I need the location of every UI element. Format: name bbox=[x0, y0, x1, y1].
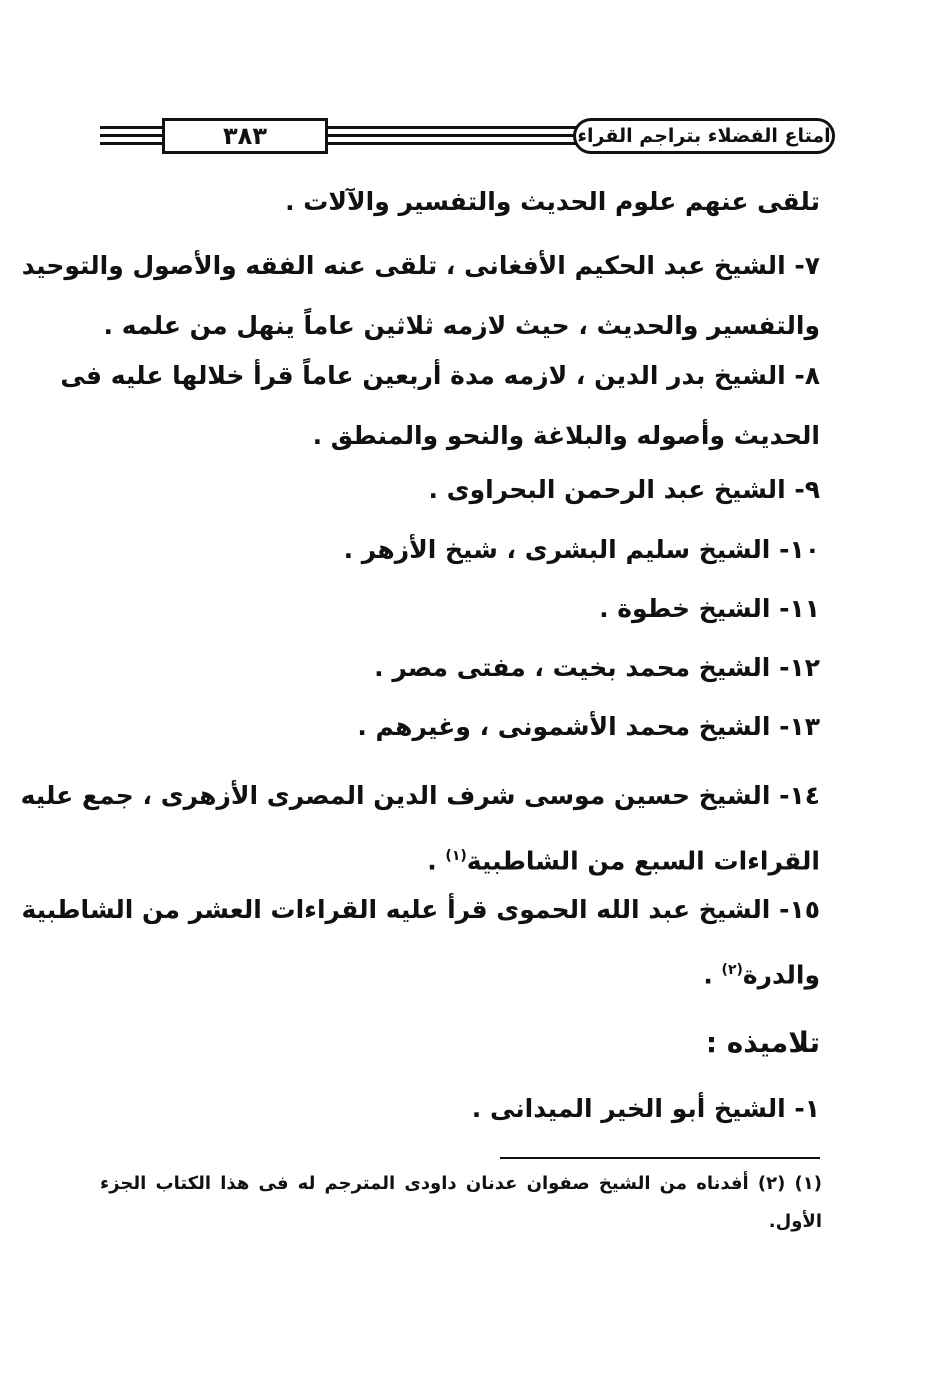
text-line: ١٤- الشيخ حسين موسى شرف الدين المصرى الأزهرى ، جمع عليه bbox=[20, 781, 820, 810]
footnote bbox=[100, 1165, 822, 1241]
header-rule-left-top bbox=[100, 126, 168, 129]
header-rule-left-mid bbox=[100, 134, 168, 137]
list-item-12: ١٢- الشيخ محمد بخيت ، مفتى مصر . bbox=[374, 653, 820, 682]
students-heading: تلاميذه : bbox=[705, 1026, 820, 1059]
text-line: الحديث وأصوله والبلاغة والنحو والمنطق . bbox=[312, 421, 820, 450]
para-0 bbox=[105, 172, 820, 232]
text-line: ٨- الشيخ بدر الدين ، لازمه مدة أربعين عاماً قرأ خلالها عليه فى bbox=[60, 361, 820, 390]
text-line: ١٥- الشيخ عبد الله الحموى قرأ عليه القراءات العشر من الشاطبية bbox=[21, 895, 820, 924]
footnote-ref-2[interactable]: (٢) bbox=[721, 962, 743, 978]
page-header bbox=[100, 112, 835, 162]
list-item-13: ١٣- الشيخ محمد الأشمونى ، وغيرهم . bbox=[357, 712, 820, 741]
text-span: . bbox=[427, 846, 446, 876]
footnote-line: الأول. bbox=[768, 1211, 822, 1232]
header-rule-mid-top bbox=[328, 126, 578, 129]
para-item-14 bbox=[20, 766, 820, 886]
para-item-15 bbox=[21, 880, 820, 1000]
list-item-10: ١٠- الشيخ سليم البشرى ، شيخ الأزهر . bbox=[343, 535, 820, 564]
para-item-7 bbox=[21, 236, 820, 356]
list-item-9: ٩- الشيخ عبد الرحمن البحراوى . bbox=[428, 475, 820, 504]
footnote-divider bbox=[500, 1157, 820, 1159]
student-item-1: ١- الشيخ أبو الخير الميدانى . bbox=[471, 1094, 820, 1123]
page-number: ٣٨٣ bbox=[162, 118, 328, 154]
text-span: القراءات السبع من الشاطبية bbox=[466, 846, 820, 876]
list-item-11: ١١- الشيخ خطوة . bbox=[599, 594, 820, 623]
para-item-8 bbox=[60, 346, 820, 466]
header-rule-mid-mid bbox=[328, 134, 578, 137]
text-line bbox=[105, 940, 820, 1000]
footnote-ref-1[interactable]: (١) bbox=[445, 848, 467, 864]
text-span: . bbox=[703, 960, 722, 990]
text-line: ٧- الشيخ عبد الحكيم الأفغانى ، تلقى عنه الفقه والأصول والتوحيد bbox=[21, 251, 820, 280]
text-line: تلقى عنهم علوم الحديث والتفسير والآلات . bbox=[285, 187, 820, 216]
book-title: امتاع الفضلاء بتراجم القراء bbox=[573, 118, 835, 154]
header-rule-mid-bottom bbox=[328, 142, 578, 145]
header-rule-left-bottom bbox=[100, 142, 168, 145]
text-span: والدرة bbox=[742, 960, 820, 990]
footnote-line: (١) (٢) أفدناه من الشيخ صفوان عدنان داودى المترجم له فى هذا الكتاب الجزء bbox=[100, 1173, 822, 1194]
text-line: والتفسير والحديث ، حيث لازمه ثلاثين عاماً ينهل من علمه . bbox=[103, 311, 820, 340]
text-line bbox=[105, 826, 820, 886]
